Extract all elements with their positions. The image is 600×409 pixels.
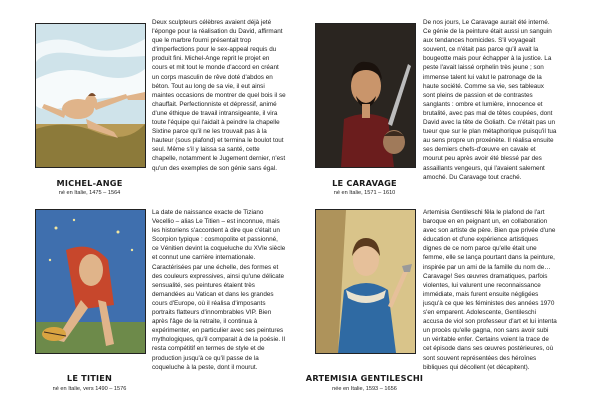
biography-artemisia-gentileschi: Artemisia Gentileschi fêla le plafond de l'art baroque en en peignant un, en collaboration avec son artiste de père. Bien que privée d'une éducation et d'une expérience artistiques dignes de ce nom parce qu'elle était une femme, elle se lança pourtant dans la peinture, inspirée par un ami de la famille du nom de… Caravage! Ses œuvres dramatiques, parfois violentes, lui valurent une reconnaissance immédiate, mais furent ensuite négligées jusqu'à ce que les féministes des années 1970 s'en emparent. Adolescente, Gentileschi accusa de viol son professeur d'art et lui intenta un procès qu'elle gagna, non sans avoir subi un véritable enfer. Certains voient la trace de cet épisode dans ses œuvres postérieures, où sont souvent représentées des héroïnes bibliques qui décollent (et décapitent). (423, 209, 557, 371)
artist-dates-artemisia-gentileschi: née en Italie, 1593 – 1656 (332, 386, 397, 392)
entry-artemisia-gentileschi (300, 205, 600, 409)
portrait-michelangelo (35, 23, 146, 168)
artist-name-titian: LE TITIEN (66, 373, 113, 383)
artist-dates-michelangelo: né en Italie, 1475 – 1564 (58, 190, 121, 196)
portrait-titian (35, 209, 146, 354)
artist-dates-caravaggio: né en Italie, 1571 – 1610 (333, 190, 396, 196)
biography-michelangelo: Deux sculpteurs célèbres avaient déjà jeté l'éponge pour la réalisation du David, affirmant que le marbre fourni présentait trop d'imperfections pour le sex-appeal requis du produit fini. Michel-Ange reprit le projet en cours et mit tout le monde d'accord en créant un corps masculin de rêve doté d'abdos en béton. Tout au long de sa vie, il eut ainsi maintes occasions de montrer de quel bois il se chauffait. Perfectionniste et dépressif, animé d'une éthique de travail intransigeante, il vira toute l'équipe qui l'aidait à peindre la chapelle Sixtine parce qu'il ne les trouvait pas à la hauteur (sous plafond) et termina le boulot tout seul. Même s'il y laissa sa santé, cette chapelle, notamment le Jugement dernier, n'est qu'un des exemples de son génie sans égal. (152, 19, 286, 172)
artist-name-caravaggio: LE CARAVAGE (332, 178, 397, 188)
entry-caravaggio (300, 0, 600, 204)
artist-name-michelangelo: MICHEL-ANGE (56, 178, 123, 188)
entry-michelangelo (0, 0, 300, 204)
biography-titian: La date de naissance exacte de Tiziano Vecellio – alias Le Titien – est inconnue, mais les historiens s'accordent à dire que c'était un Scorpion typique : cosmopolite et passionné, ce Vénitien devint la coqueluche du XVIe siècle et connut une carrière internationale. Caractérisées par une échelle, des formes et des couleurs expressives, ainsi qu'une délicate sensualité, ses peintures étaient très demandées au Vatican et dans les grandes cours d'Europe, où il réalisa d'imposants portraits flatteurs d'innombrables VIP. Bien après l'âge de la retraite, il continua à expérimenter, en particulier avec ses peintures mythologiques, qu'il comparait à de la poésie. Il resta compétitif en termes de style et de production jusqu'à ce qu'il passe de la coqueluche à la peste, dont il mourut. (152, 209, 286, 371)
portrait-caravaggio (315, 23, 416, 168)
portrait-artemisia-gentileschi (315, 209, 416, 354)
entry-titian (0, 205, 300, 409)
biography-caravaggio: De nos jours, Le Caravage aurait été interné. Ce génie de la peinture était aussi un sanguin aux tendances homicides. S'il voyageait souvent, ce n'était pas parce qu'il avait la bougeotte mais pour échapper à la justice. La peste l'avait laissé orphelin très jeune ; son immense talent lui valut le patronage de la haute société. Comme sa vie, ses tableaux sont pleins de passion et de contrastes sanglants : ombre et lumière, innocence et brutalité, avec pas mal de têtes coupées, dont David avec la tête de Goliath. Ce n'était pas un tueur que sur le plan métaphorique puisqu'il tua au sens propre un proxénète. Il réalisa ensuite ses derniers chefs-d'œuvre en cavale et mourut peu après avoir été blessé par des assaillants vengeurs, qui l'avaient salement amoché. Du Caravage tout craché. (423, 19, 557, 181)
artist-name-artemisia-gentileschi: ARTEMISIA GENTILESCHI (305, 373, 424, 383)
artist-dates-titian: né en Italie, vers 1490 – 1576 (52, 386, 127, 392)
